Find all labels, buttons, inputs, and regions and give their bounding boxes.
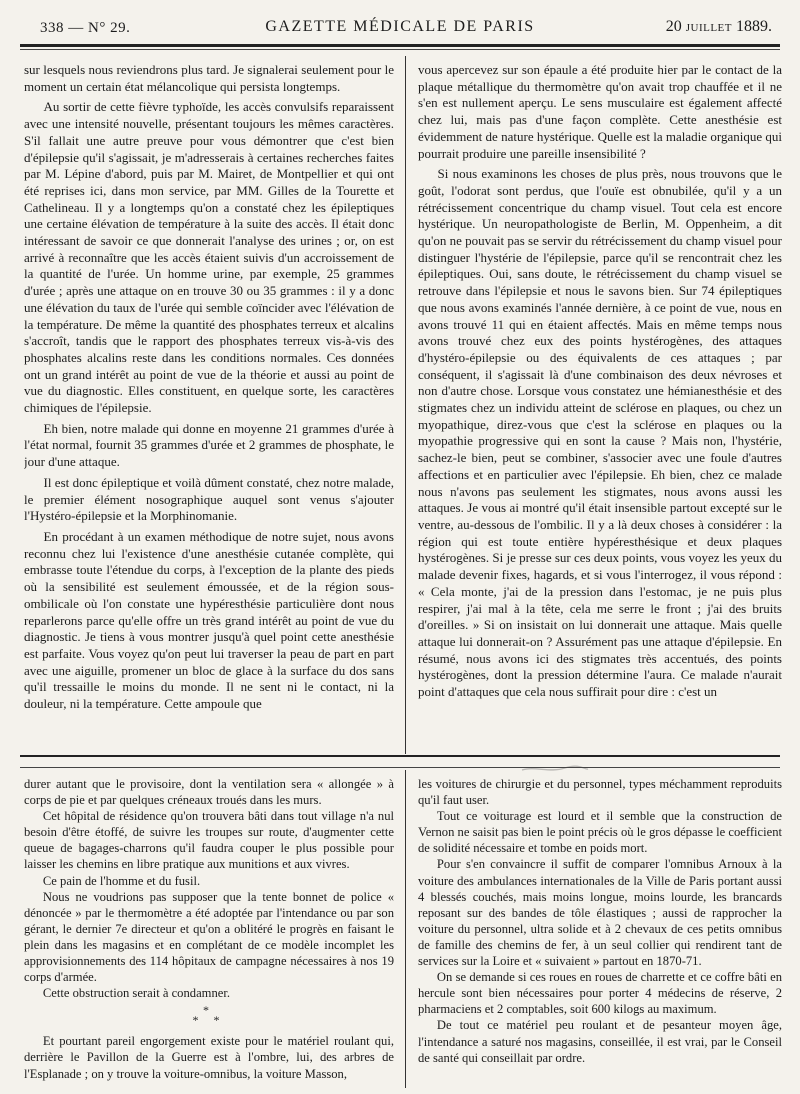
section-rule-thin <box>20 767 780 768</box>
section-asterism <box>24 1003 394 1028</box>
column-divider <box>405 56 406 754</box>
paragraph: durer autant que le provisoire, dont la ventilation sera « allongée » à corps de pie et par quelques créneaux troués dans les murs. <box>24 777 394 808</box>
upper-right-column <box>418 62 782 750</box>
paragraph: sur lesquels nous reviendrons plus tard. Je signalerai seulement pour le moment un certain état mélancolique qui persista longtemps. <box>24 62 394 94</box>
paragraph: Il est donc épileptique et voilà dûment constaté, chez notre malade, le premier élément nosographique auquel sont venus s'ajouter l'Hystéro-épilepsie et la Morphinomanie. <box>24 474 394 524</box>
paragraph: Eh bien, notre malade qui donne en moyenne 21 grammes d'urée à l'état normal, fournit 35 grammes d'urée et 2 grammes de phosphate, le jour d'une attaque. <box>24 420 394 470</box>
column-divider-lower <box>405 770 406 1088</box>
asterism-bottom: * * <box>192 1013 226 1028</box>
journal-title: GAZETTE MÉDICALE DE PARIS <box>265 18 535 35</box>
paragraph: vous apercevez sur son épaule a été produite hier par le contact de la plaque métallique du thermomètre qu'on avait trop chauffée et il ne s'en est nullement aperçu. Le sens musculaire est également affecté chez lui, mais pas d'une façon complète. Cette anesthésie est évidemment de nature hystérique. Quelle est la maladie organique qui pourrait produire une pareille insensibilité ? <box>418 62 782 161</box>
ink-smudge <box>520 764 590 774</box>
paragraph: En procédant à un examen méthodique de notre sujet, nous avons reconnu chez lui l'existence d'une anesthésie cutanée complète, qui embrasse toute l'étendue du corps, à l'exception de la plante des pieds où la sensibilité est seulement émoussée, et de la région sous-ombilicale où l'on constate une hypéresthésie particulière dont nous reparlerons parce qu'elle offre un très grand intérêt au point de vue du diagnostic. Je tiens à vous montrer jusqu'à quel point cette anesthésie est parfaite. Vous voyez qu'on peut lui traverser la peau de part en part avec une aiguille, promener un bloc de glace à la surface du dos sans qu'il tressaille le moins du monde. Il ne sent ni le contact, ni la douleur, ni la température. Cette ampoule que <box>24 528 394 712</box>
paragraph: On se demande si ces roues en roues de charrette et ce coffre bâti en hercule sont bien nécessaires pour porter 4 médecins de réserve, 2 pharmaciens et 2 comptables, soit 600 kilogs au maximum. <box>418 970 782 1017</box>
paragraph: Si nous examinons les choses de plus près, nous trouvons que le goût, l'odorat sont perdus, que l'ouïe est obnubilée, qu'il y a un rétrécissement concentrique du champ visuel. Tout cela est encore hystérique. Un neuropathologiste de Berlin, M. Oppenheim, a dit qu'on ne pouvait pas se servir du rétrécissement du champ visuel pour distinguer l'hystérie de l'épilepsie, parce qu'il se rencontrait chez les épileptiques. Oui, sans doute, le rétrécissement du champ visuel se retrouve dans l'épilepsie et nous le savons bien. Sur 74 épileptiques que nous avons examinés l'année dernière, à ce point de vue, nous en avons trouvé 11 qui en étaient affectés. Mais en même temps nous avons trouvé chez eux des points hystérogènes, des attaques d'hystéro-épilepsie ou des équivalents de ces attaques ; par conséquent, il s'agissait là d'une combinaison des deux névroses et non d'autre chose. Lorsque vous constatez une hémianesthésie et des stigmates chez un individu atteint de sclérose en plaques, ou chez un myopathique, direz-vous que c'est la sclérose en plaques ou la myopathie progressive qui en sont la cause ? Mais non, l'hystérie, sachez-le bien, peut se combiner, s'associer avec une foule d'autres affections et en particulier avec l'épilepsie. Eh bien, chez ce malade nous n'avons pas seulement les stigmates, nous avons aussi les attaques. Je vous ai montré qu'il était insensible partout excepté sur le ventre, au-dessous de l'ombilic. Il y a là deux choses à considérer : la région qui est toute entière hypéresthésique et deux plaques hystérogènes. Si je presse sur ces deux points, vous voyez les yeux du malade devenir fixes, hagards, et si vous l'interrogez, il vous répond : « Cela monte, j'ai de la pression dans l'estomac, je ne puis plus respirer, j'ai mal à la tête, cela me serre le front ; j'ai des bruits d'oreilles. » Si on insistait on lui donnerait une attaque. Mais quelle attaque lui donnerait-on ? Assurément pas une attaque d'épilepsie. En résumé, nous avons ici des stigmates très accentués, des points hystérogènes, dont la pression détermine l'aura. Ce malade n'aurait point d'attaques que cela nous suffirait pour dire : c'est un <box>418 166 782 700</box>
paragraph: Et pourtant pareil engorgement existe pour le matériel roulant qui, derrière le Pavillon de la Guerre est à l'ombre, lui, des arbres de l'Esplanade ; on y trouve la voiture-omnibus, la voiture Masson, <box>24 1034 394 1081</box>
lower-left-column <box>24 776 394 1088</box>
paragraph: Ce pain de l'homme et du fusil. <box>42 873 201 888</box>
section-rule <box>20 755 780 757</box>
paragraph: Pour s'en convaincre il suffit de comparer l'omnibus Arnoux à la voiture des ambulances internationales de la Ville de Paris portant aussi 4 blessés couchés, mais moins longue, moins lourde, les brancards reposant sur des bandes de tôle élastiques ; aussi de rapprocher la voiture du personnel, ultra solide et à 2 chevaux de ces petits omnibus de famille des chemins de fer, à un seul collier qui rendirent tant de services sur la Loire et « suivaient » partout en 1870-71. <box>418 857 782 969</box>
paragraph: Tout ce voiturage est lourd et il semble que la construction de Vernon ne saisit pas bien le point précis où le gros dépasse le coefficient de solidité nécessaire et tombe en poids mort. <box>418 809 782 856</box>
paragraph: Nous ne voudrions pas supposer que la tente bonnet de police « dénoncée » par le thermomètre a été adoptée par l'intendance ou par son gérant, le dernier 7e directeur et qu'on a oblitéré le progrès en faisant le plein dans les magasins et en complétant de ce modèle incomplet les approvisionnements des 114 hôpitaux de campagne nécessaires à nos 19 corps d'armée. <box>24 889 394 985</box>
paragraph: Cet hôpital de résidence qu'on trouvera bâti dans tout village n'a nul besoin d'être étoffé, de suivre les troupes sur route, d'augmenter cette queue de bagages-charrons qu'il faudra couper le plus possible pour laisser les chemins en libre pratique aux munitions et aux vivres. <box>24 809 394 872</box>
header-rule-thin <box>20 49 780 50</box>
paragraph: De tout ce matériel peu roulant et de pesanteur moyen âge, l'intendance a saturé nos magasins, conseillée, il est vrai, par le Conseil de santé qui conseillait par ordre. <box>418 1018 782 1065</box>
issue-date <box>666 18 772 36</box>
paragraph: Cette obstruction serait à condamner. <box>42 986 230 1001</box>
paragraph: les voitures de chirurgie et du personnel, types méchamment reproduits qu'il faut user. <box>418 777 782 808</box>
paragraph: Au sortir de cette fièvre typhoïde, les accès convulsifs reparaissent avec une intensité nouvelle, présentant toujours les mêmes caractères. S'il fallait une autre preuve pour vous démontrer que c'est bien d'épilepsie qu'il s'agissait, je m'adresserais à certaines recherches faites par M. Lépine d'abord, puis par M. Mairet, de Montpellier et qui ont été reprises ici, dans mon service, par MM. Gilles de la Tourette et Cathelineau. Il y a longtemps qu'on a constaté chez les épileptiques une certaine élévation de température à la suite des accès. Il était donc intéressant de savoir ce que donnerait l'analyse des urines ; or, on est arrivé à reconnaître que les accès étaient suivis d'un accroissement de la quantité de l'urée. Un homme urine, par exemple, 25 grammes d'urée ; après une attaque on en trouve 30 ou 35 grammes : il y a donc une élévation du taux de l'urée qui semble coïncider avec l'élévation de la température. De même la quantité des phosphates terreux et alcalins s'accroît, tandis que le rapport des phosphates terreux vis-à-vis des phosphates alcalins reste dans les conditions normales. Ces données ont un grand intérêt au point de vue de la théorie et aussi au point de vue du diagnostic. Elles constituent, en quelque sorte, les caractères chimiques de l'épilepsie. <box>24 99 394 416</box>
page-header <box>22 16 778 40</box>
header-rule <box>20 44 780 47</box>
upper-left-column <box>24 62 394 750</box>
asterism-top: * <box>203 1003 215 1018</box>
page-number: 338 — N° 29. <box>40 20 131 36</box>
lower-right-column <box>418 776 782 1088</box>
date-day: 20 <box>665 18 682 35</box>
date-year: 1889. <box>736 18 772 35</box>
date-month: JUILLET <box>685 22 732 34</box>
